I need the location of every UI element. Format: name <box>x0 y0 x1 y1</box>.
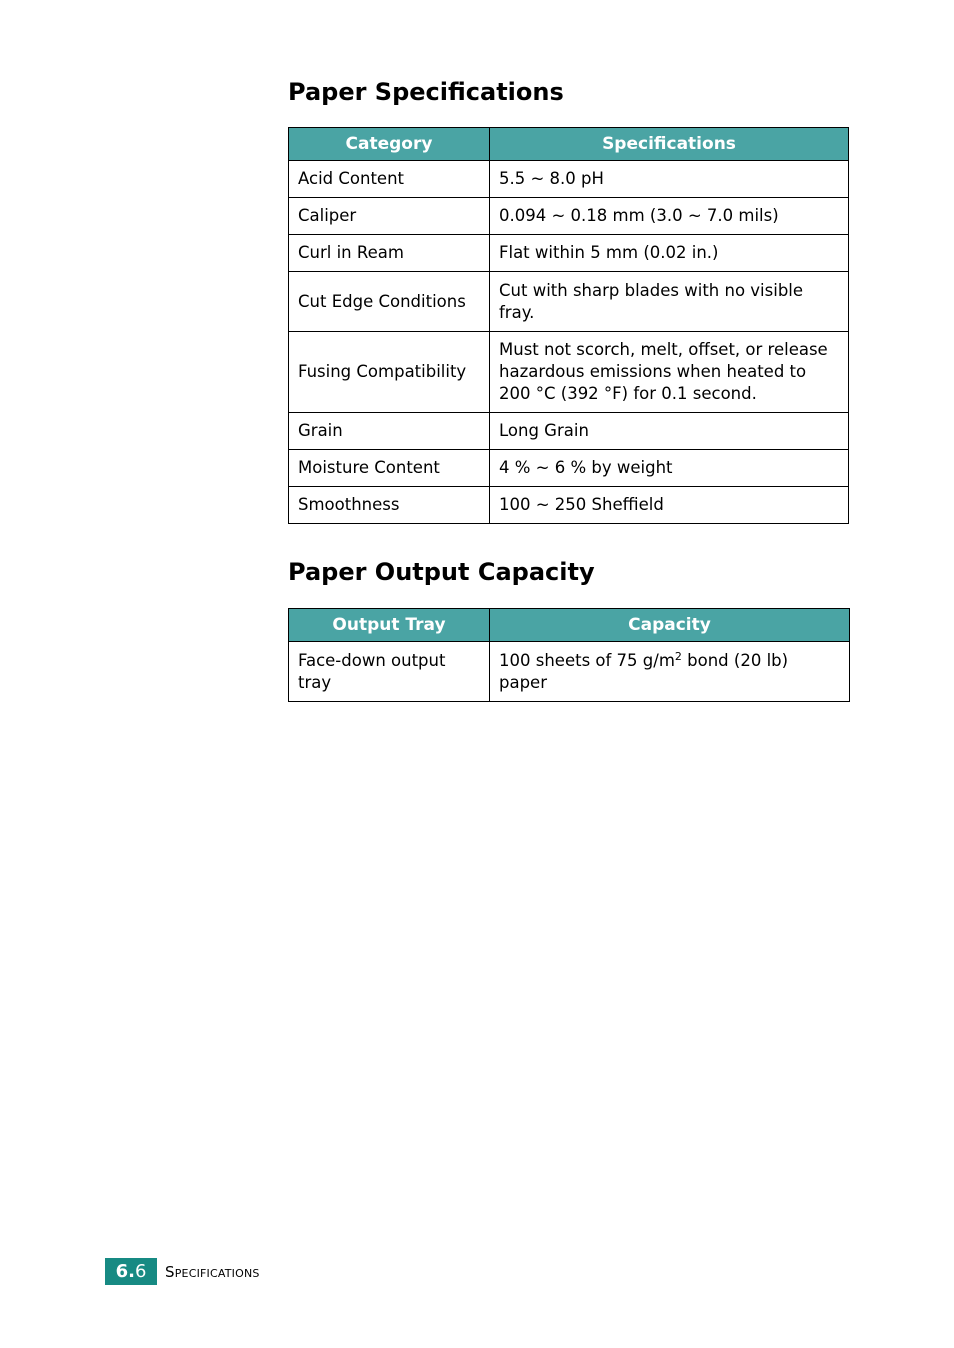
category-cell: Acid Content <box>289 161 490 198</box>
paper-specifications-heading: Paper Specifications <box>288 78 564 106</box>
table-row <box>289 332 849 413</box>
specification-cell: 100 ~ 250 Sheffield <box>490 487 849 524</box>
capacity-text: 100 sheets of 75 g/m <box>499 650 675 670</box>
specification-cell: Long Grain <box>490 413 849 450</box>
table-row <box>289 450 849 487</box>
table-row <box>289 413 849 450</box>
category-cell: Moisture Content <box>289 450 490 487</box>
specification-cell: Must not scorch, melt, offset, or release hazardous emissions when heated to 200 °C (392 °F) for 0.1 second. <box>490 332 849 413</box>
category-cell: Curl in Ream <box>289 235 490 272</box>
specification-cell: 5.5 ~ 8.0 pH <box>490 161 849 198</box>
table-header-row <box>289 609 850 642</box>
capacity-text-continued: bond (20 lb) paper <box>499 650 789 692</box>
specification-cell: Flat within 5 mm (0.02 in.) <box>490 235 849 272</box>
paper-specifications-table <box>288 127 849 524</box>
capacity-column-header: Capacity <box>490 609 850 642</box>
category-cell: Grain <box>289 413 490 450</box>
table-row <box>289 272 849 332</box>
category-column-header: Category <box>289 128 490 161</box>
capacity-superscript: 2 <box>674 649 682 663</box>
page-number-badge <box>105 1258 157 1285</box>
output-tray-column-header: Output Tray <box>289 609 490 642</box>
specifications-column-header: Specifications <box>490 128 849 161</box>
category-cell: Smoothness <box>289 487 490 524</box>
table-row <box>289 161 849 198</box>
specification-cell: 4 % ~ 6 % by weight <box>490 450 849 487</box>
table-row <box>289 235 849 272</box>
page-number: 6 <box>134 1261 147 1282</box>
specification-cell: 0.094 ~ 0.18 mm (3.0 ~ 7.0 mils) <box>490 198 849 235</box>
table-row <box>289 198 849 235</box>
chapter-number: 6. <box>115 1261 135 1282</box>
paper-output-capacity-table <box>288 608 850 702</box>
category-cell: Caliper <box>289 198 490 235</box>
footer-section-label: Specifications <box>165 1263 260 1281</box>
output-tray-cell: Face-down output tray <box>289 642 490 702</box>
paper-output-capacity-heading: Paper Output Capacity <box>288 558 595 586</box>
capacity-cell <box>490 642 850 702</box>
specification-cell: Cut with sharp blades with no visible fray. <box>490 272 849 332</box>
category-cell: Fusing Compatibility <box>289 332 490 413</box>
table-header-row <box>289 128 849 161</box>
category-cell: Cut Edge Conditions <box>289 272 490 332</box>
table-row <box>289 642 850 702</box>
table-row <box>289 487 849 524</box>
